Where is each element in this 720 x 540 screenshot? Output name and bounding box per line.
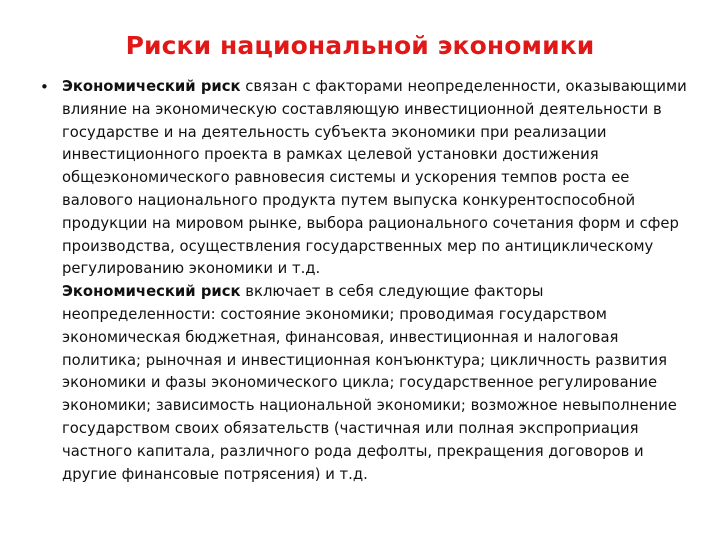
term-bold: Экономический риск bbox=[62, 78, 241, 95]
paragraph-2 bbox=[62, 281, 690, 486]
bullet-item bbox=[40, 76, 690, 486]
term-bold: Экономический риск bbox=[62, 283, 241, 301]
paragraph-text: связан с факторами неопределенности, оказывающими влияние на экономическую составляющую инвестиционной деятельности в государстве и на деятельность субъекта экономики при реализации инвестиционного проекта в рамках целевой установки достижения общеэкономического равновесия системы и ускорения темпов роста ее валового национального продукта путем выпуска конкурентоспособной продукции на мировом рынке, выбора рационального сочетания форм и сфер производства, осуществления государственных мер по антициклическому регулированию экономики и т.д. bbox=[62, 78, 687, 278]
paragraph-1 bbox=[62, 76, 690, 281]
bullet-icon: • bbox=[40, 78, 49, 96]
slide-body bbox=[40, 76, 690, 486]
slide-title: Риски национальной экономики bbox=[125, 31, 595, 60]
paragraph-text: включает в себя следующие факторы неопределенности: состояние экономики; проводимая государством экономическая бюджетная, финансовая, инвестиционная и налоговая политика; рыночная и инвестиционная конъюнктура; цикличность развития экономики и фазы экономического цикла; государственное регулирование экономики; зависимость национальной экономики; возможное невыполнение государством своих обязательств (частичная или полная экспроприация частного капитала, различного рода дефолты, прекращения договоров и другие финансовые потрясения) и т.д. bbox=[62, 283, 677, 483]
